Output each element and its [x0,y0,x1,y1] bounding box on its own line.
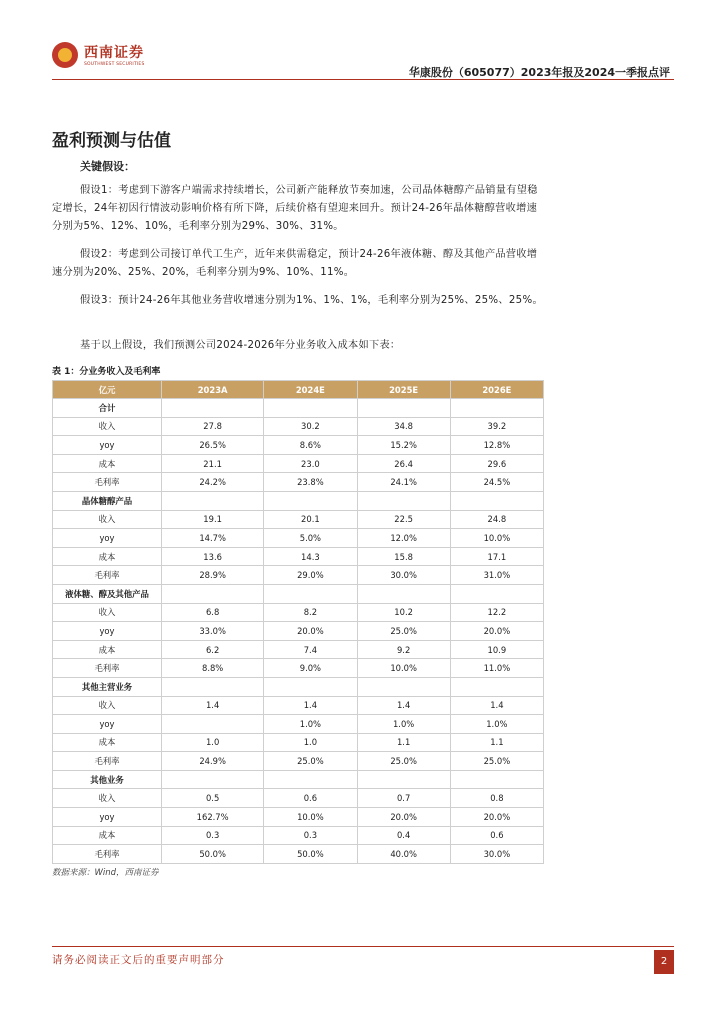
table-cell: 0.3 [264,826,357,845]
row-label: 收入 [53,789,162,808]
table-cell: 50.0% [162,845,264,864]
table-cell: 31.0% [450,566,543,585]
brand-logo-icon [52,42,78,68]
table-row [53,808,544,827]
table-cell: 24.9% [162,752,264,771]
table-cell: 17.1 [450,547,543,566]
table-cell: 25.0% [357,752,450,771]
table-cell: 29.0% [264,566,357,585]
report-title: 华康股份（605077）2023年报及2024一季报点评 [408,66,670,79]
forecast-intro-paragraph: 基于以上假设，我们预测公司2024-2026年分业务收入成本如下表： [80,340,401,351]
table-cell: 24.5% [450,473,543,492]
table-group-row [53,677,544,696]
table-cell: 0.4 [357,826,450,845]
page-number: 2 [654,950,674,974]
table-cell: 1.4 [162,696,264,715]
table-cell: 19.1 [162,510,264,529]
table-cell [162,715,264,734]
table-cell: 8.2 [264,603,357,622]
table-cell [357,399,450,418]
table-row [53,715,544,734]
row-label: 收入 [53,417,162,436]
row-label: yoy [53,808,162,827]
table-cell: 20.0% [357,808,450,827]
table-row [53,640,544,659]
table-cell [450,770,543,789]
brand-name: 西南证券 [84,45,144,61]
table-cell: 20.0% [264,622,357,641]
table-cell [357,770,450,789]
table-cell: 1.4 [357,696,450,715]
row-label: 成本 [53,640,162,659]
table-cell: 24.1% [357,473,450,492]
table-cell: 13.6 [162,547,264,566]
revenue-margin-table [52,380,544,864]
table-cell: 1.0% [450,715,543,734]
table-cell: 0.5 [162,789,264,808]
row-label: yoy [53,529,162,548]
table-row [53,752,544,771]
table-cell: 8.8% [162,659,264,678]
table-cell [162,491,264,510]
table-cell: 5.0% [264,529,357,548]
table-cell: 0.6 [450,826,543,845]
row-label: 毛利率 [53,566,162,585]
table-cell: 10.2 [357,603,450,622]
table-row [53,566,544,585]
table-cell: 23.0 [264,454,357,473]
table-cell [264,491,357,510]
table-row [53,733,544,752]
table-header-row [53,381,544,399]
table-cell: 1.0 [162,733,264,752]
table-cell: 25.0% [264,752,357,771]
table-cell [162,677,264,696]
row-label: 成本 [53,826,162,845]
table-cell [264,584,357,603]
table-cell: 22.5 [357,510,450,529]
table-cell: 1.4 [264,696,357,715]
row-label: 收入 [53,510,162,529]
table-cell: 7.4 [264,640,357,659]
table-cell: 30.0% [357,566,450,585]
row-label: 毛利率 [53,845,162,864]
table-cell [162,399,264,418]
table-row [53,603,544,622]
column-header: 亿元 [53,381,162,399]
table-group-row [53,491,544,510]
row-label: yoy [53,715,162,734]
table-cell: 15.2% [357,436,450,455]
table-cell: 1.0% [264,715,357,734]
table-cell: 6.2 [162,640,264,659]
table-cell: 29.6 [450,454,543,473]
table-group-row [53,584,544,603]
row-label: 毛利率 [53,659,162,678]
table-row [53,696,544,715]
table-group-row [53,399,544,418]
table-cell: 8.6% [264,436,357,455]
table-cell: 15.8 [357,547,450,566]
row-label: 收入 [53,696,162,715]
footer-disclaimer: 请务必阅读正文后的重要声明部分 [52,954,225,966]
table-cell: 39.2 [450,417,543,436]
table-cell [450,677,543,696]
group-label: 液体糖、醇及其他产品 [53,584,162,603]
table-cell: 33.0% [162,622,264,641]
table-cell: 24.8 [450,510,543,529]
group-label: 合计 [53,399,162,418]
table-row [53,417,544,436]
table-cell: 14.3 [264,547,357,566]
table-row [53,826,544,845]
table-cell: 12.2 [450,603,543,622]
data-source: 数据来源：Wind，西南证券 [52,868,159,878]
assumption-paragraph: 假设3：预计24-26年其他业务营收增速分别为1%、1%、1%，毛利率分别为25%、25%、25%。 [80,295,543,306]
group-label: 其他主营业务 [53,677,162,696]
table-cell: 6.8 [162,603,264,622]
row-label: yoy [53,436,162,455]
table-row [53,547,544,566]
table-row [53,436,544,455]
table-cell: 23.8% [264,473,357,492]
table-cell: 24.2% [162,473,264,492]
group-label: 晶体糖醇产品 [53,491,162,510]
table-cell: 26.4 [357,454,450,473]
table-cell: 0.3 [162,826,264,845]
table-cell [450,491,543,510]
table-cell: 11.0% [450,659,543,678]
table-group-row [53,770,544,789]
table-cell: 20.0% [450,622,543,641]
table-cell: 10.0% [357,659,450,678]
table-cell [450,584,543,603]
table-cell: 14.7% [162,529,264,548]
row-label: 成本 [53,454,162,473]
table-row [53,789,544,808]
table-cell: 25.0% [357,622,450,641]
table-cell: 12.8% [450,436,543,455]
table-row [53,473,544,492]
row-label: 成本 [53,733,162,752]
row-label: 成本 [53,547,162,566]
table-cell: 9.2 [357,640,450,659]
table-caption: 表 1：分业务收入及毛利率 [52,367,161,377]
group-label: 其他业务 [53,770,162,789]
table-cell: 0.6 [264,789,357,808]
table-cell [162,770,264,789]
assumption-paragraph: 假设2：考虑到公司接订单代工生产，近年来供需稳定，预计24-26年液体糖、醇及其他产品营收增速分别为20%、25%、20%，毛利率分别为9%、10%、11%。 [52,249,538,278]
table-cell: 0.8 [450,789,543,808]
table-cell: 1.0 [264,733,357,752]
table-cell: 25.0% [450,752,543,771]
column-header: 2024E [264,381,357,399]
table-cell [162,584,264,603]
table-row [53,510,544,529]
table-cell: 1.1 [450,733,543,752]
key-assumptions-heading: 关键假设： [80,160,135,173]
table-cell: 34.8 [357,417,450,436]
table-cell: 28.9% [162,566,264,585]
table-cell: 0.7 [357,789,450,808]
table-row [53,529,544,548]
table-cell: 9.0% [264,659,357,678]
table-cell: 12.0% [357,529,450,548]
row-label: yoy [53,622,162,641]
footer-divider [52,946,674,947]
table-cell: 10.9 [450,640,543,659]
table-cell: 50.0% [264,845,357,864]
table-cell [357,491,450,510]
table-cell: 1.1 [357,733,450,752]
table-cell: 26.5% [162,436,264,455]
table-row [53,845,544,864]
table-cell: 10.0% [450,529,543,548]
table-cell [357,677,450,696]
row-label: 毛利率 [53,752,162,771]
table-row [53,454,544,473]
table-cell: 40.0% [357,845,450,864]
table-cell [264,770,357,789]
table-cell [450,399,543,418]
row-label: 收入 [53,603,162,622]
table-cell: 30.0% [450,845,543,864]
brand-name-en: SOUTHWEST SECURITIES [84,62,145,67]
table-cell: 27.8 [162,417,264,436]
table-cell: 162.7% [162,808,264,827]
table-cell [264,677,357,696]
table-cell: 20.0% [450,808,543,827]
assumption-paragraph: 假设1：考虑到下游客户端需求持续增长，公司新产能释放节奏加速，公司晶体糖醇产品销量有望稳定增长，24年初因行情波动影响价格有所下降，后续价格有望迎来回升。预计24-26年晶体糖醇营收增速分别为5%、12%、10%，毛利率分别为29%、30%、31%。 [52,185,538,232]
table-cell [357,584,450,603]
table-cell [264,399,357,418]
header-divider [52,79,674,80]
table-row [53,659,544,678]
table-cell: 30.2 [264,417,357,436]
section-title: 盈利预测与估值 [52,131,171,151]
column-header: 2025E [357,381,450,399]
page-header [52,42,672,82]
table-cell: 10.0% [264,808,357,827]
table-cell: 1.0% [357,715,450,734]
table-cell: 1.4 [450,696,543,715]
table-cell: 20.1 [264,510,357,529]
column-header: 2023A [162,381,264,399]
table-cell: 21.1 [162,454,264,473]
table-row [53,622,544,641]
column-header: 2026E [450,381,543,399]
row-label: 毛利率 [53,473,162,492]
